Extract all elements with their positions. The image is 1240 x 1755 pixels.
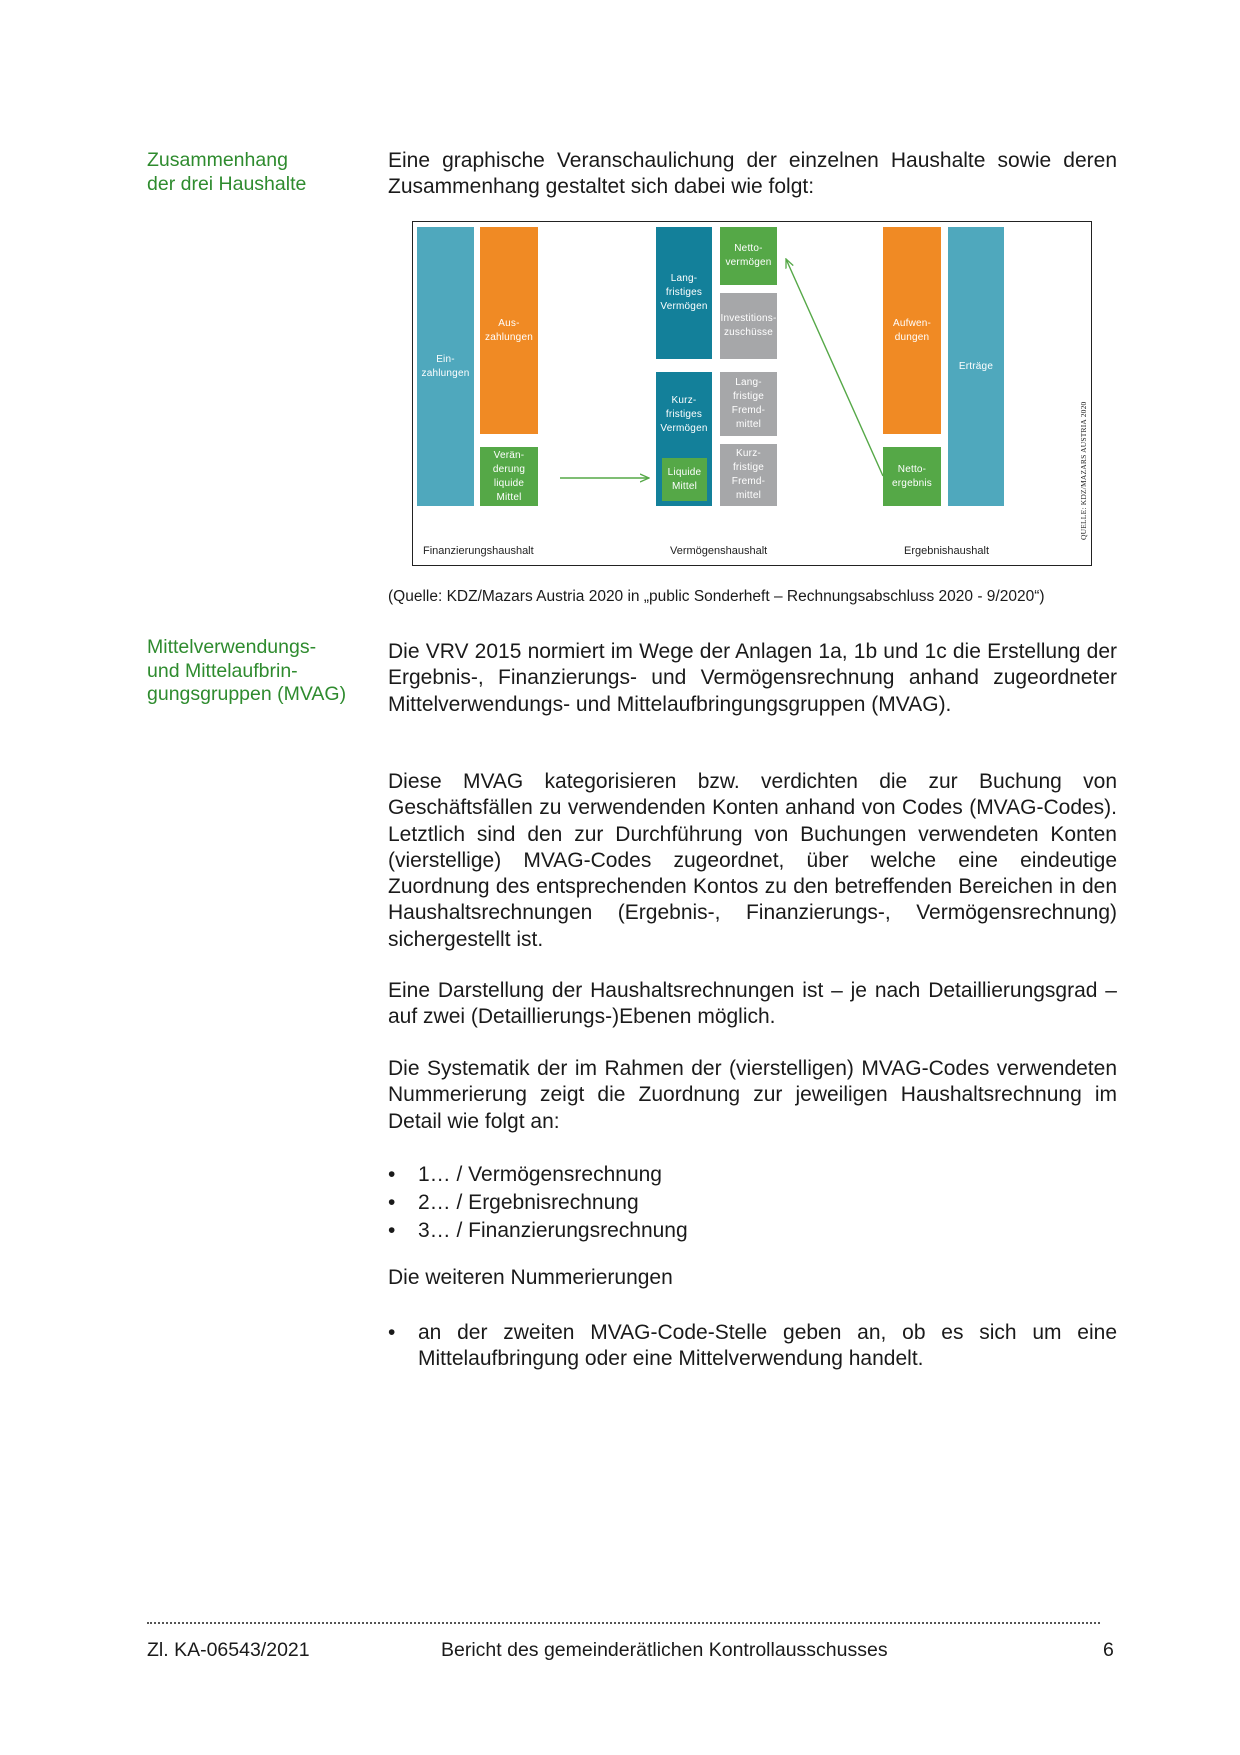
list-item: • an der zweiten MVAG-Code-Stelle geben an, ob es sich um eine Mittelaufbringung oder eine Mittelverwendung handelt. bbox=[388, 1320, 1117, 1373]
paragraph-mvag-codes bbox=[388, 769, 1117, 953]
block-label: vermögen bbox=[725, 257, 772, 268]
block-label: mittel bbox=[735, 490, 762, 501]
side-heading-line: gungsgruppen (MVAG) bbox=[147, 683, 347, 705]
block-label: mittel bbox=[735, 419, 762, 430]
side-heading-line: der drei Haushalte bbox=[147, 172, 307, 195]
block-label: Erträge bbox=[958, 360, 994, 372]
page-number: 6 bbox=[1103, 1639, 1114, 1661]
caption-vermoegenshaushalt: Vermögenshaushalt bbox=[670, 545, 768, 557]
block-label: Vermögen bbox=[660, 423, 708, 434]
caption-ergebnishaushalt: Ergebnishaushalt bbox=[904, 545, 990, 557]
caption-finanzierungshaushalt: Finanzierungshaushalt bbox=[423, 545, 534, 557]
block-label: Investitions- bbox=[720, 313, 777, 324]
block-label: Vermögen bbox=[660, 301, 708, 312]
block-label: fristige bbox=[732, 462, 765, 473]
block-label: Mittel bbox=[671, 480, 698, 492]
block-label: Lang- bbox=[735, 377, 762, 388]
block-label: Aus- bbox=[498, 317, 520, 329]
footer-reference: Zl. KA-06543/2021 bbox=[147, 1639, 310, 1661]
list-weitere bbox=[388, 1320, 1117, 1373]
side-heading-line: und Mittelaufbrin- bbox=[147, 659, 298, 682]
block-label: derung bbox=[492, 463, 526, 475]
block-label: zahlungen bbox=[421, 367, 470, 379]
paragraph-systematik bbox=[388, 1056, 1117, 1135]
diagram-arrows bbox=[413, 222, 1093, 567]
paragraph-darstellung bbox=[388, 978, 1117, 1031]
side-heading-mvag bbox=[147, 636, 372, 707]
paragraph-vrv bbox=[388, 639, 1117, 718]
block-label: zuschüsse bbox=[723, 327, 774, 338]
list-item: • 3… / Finanzierungsrechnung bbox=[388, 1217, 1117, 1245]
paragraph-text: Eine Darstellung der Haushaltsrechnungen ist – je nach Detaillierungsgrad – auf zwei (Detaillierungs-)Ebenen möglich. bbox=[388, 979, 1117, 1029]
block-label: dungen bbox=[894, 331, 930, 343]
footer-rule bbox=[147, 1622, 1100, 1624]
block-label: ergebnis bbox=[892, 477, 932, 489]
side-heading-zusammenhang bbox=[147, 149, 372, 196]
block-label: Ein- bbox=[436, 353, 455, 365]
block-label: Aufwen- bbox=[892, 317, 932, 329]
block-label: liquide bbox=[493, 477, 525, 489]
block-label: fristige bbox=[732, 391, 765, 402]
intro-paragraph bbox=[388, 148, 1117, 201]
block-label: Fremd- bbox=[731, 405, 766, 416]
paragraph-text: Diese MVAG kategorisieren bzw. verdichten die zur Buchung von Geschäftsfällen zu verwendenden Konten anhand von Codes (MVAG-Codes). Letztlich sind den zur Durchführung von Buchungen verwendeten Konten (vierstellige) MVAG-Codes zugeordnet, über welche eine eindeutige Zuordnung des entsprechenden Kontos zu den betreffenden Bereichen in den Haushaltsrechnungen (Ergebnis-, Finanzierungs-, Vermögensrechnung) sichergestellt ist. bbox=[388, 770, 1117, 951]
block-label: Kurz- bbox=[736, 448, 761, 459]
haushalte-diagram bbox=[412, 221, 1092, 566]
block-label: Lang- bbox=[670, 273, 698, 284]
block-label: Mittel bbox=[496, 491, 522, 503]
paragraph-weitere bbox=[388, 1265, 1117, 1291]
figure-credit: QUELLE: KDZ/MAZARS AUSTRIA 2020 bbox=[1079, 401, 1088, 540]
block-label: Netto- bbox=[734, 243, 763, 254]
footer-title: Bericht des gemeinderätlichen Kontrollausschusses bbox=[441, 1639, 888, 1661]
side-heading-line: Zusammenhang bbox=[147, 149, 288, 171]
list-nummerierung bbox=[388, 1161, 1117, 1245]
figure-source: (Quelle: KDZ/Mazars Austria 2020 in „public Sonderheft – Rechnungsabschluss 2020 - 9/2020“) bbox=[388, 588, 1045, 605]
block-label: Liquide bbox=[667, 466, 702, 478]
arrow-nettovermoegen bbox=[786, 259, 883, 476]
paragraph-text: Die Systematik der im Rahmen der (vierstelligen) MVAG-Codes verwendeten Nummerierung zeigt die Zuordnung zur jeweiligen Haushaltsrechnung im Detail wie folgt an: bbox=[388, 1057, 1117, 1133]
block-label: fristiges bbox=[665, 409, 703, 420]
list-item: • 1… / Vermögensrechnung bbox=[388, 1161, 1117, 1189]
block-label: Kurz- bbox=[671, 395, 697, 406]
block-label: Fremd- bbox=[731, 476, 766, 487]
intro-text: Eine graphische Veranschaulichung der einzelnen Haushalte sowie deren Zusammenhang gestaltet sich dabei wie folgt: bbox=[388, 149, 1117, 199]
paragraph-text: Die weiteren Nummerierungen bbox=[388, 1266, 673, 1289]
block-label: Netto- bbox=[897, 463, 927, 475]
side-heading-line: Mittelverwendungs- bbox=[147, 636, 317, 658]
list-item: • 2… / Ergebnisrechnung bbox=[388, 1189, 1117, 1217]
block-label: Verän- bbox=[493, 449, 525, 461]
block-label: zahlungen bbox=[485, 331, 533, 343]
paragraph-text: Die VRV 2015 normiert im Wege der Anlagen 1a, 1b und 1c die Erstellung der Ergebnis-, Finanzierungs- und Vermögensrechnung anhand zugeordneter Mittelverwendungs- und Mittelaufbringungsgruppen (MVAG). bbox=[388, 640, 1117, 716]
block-label: fristiges bbox=[665, 287, 703, 298]
